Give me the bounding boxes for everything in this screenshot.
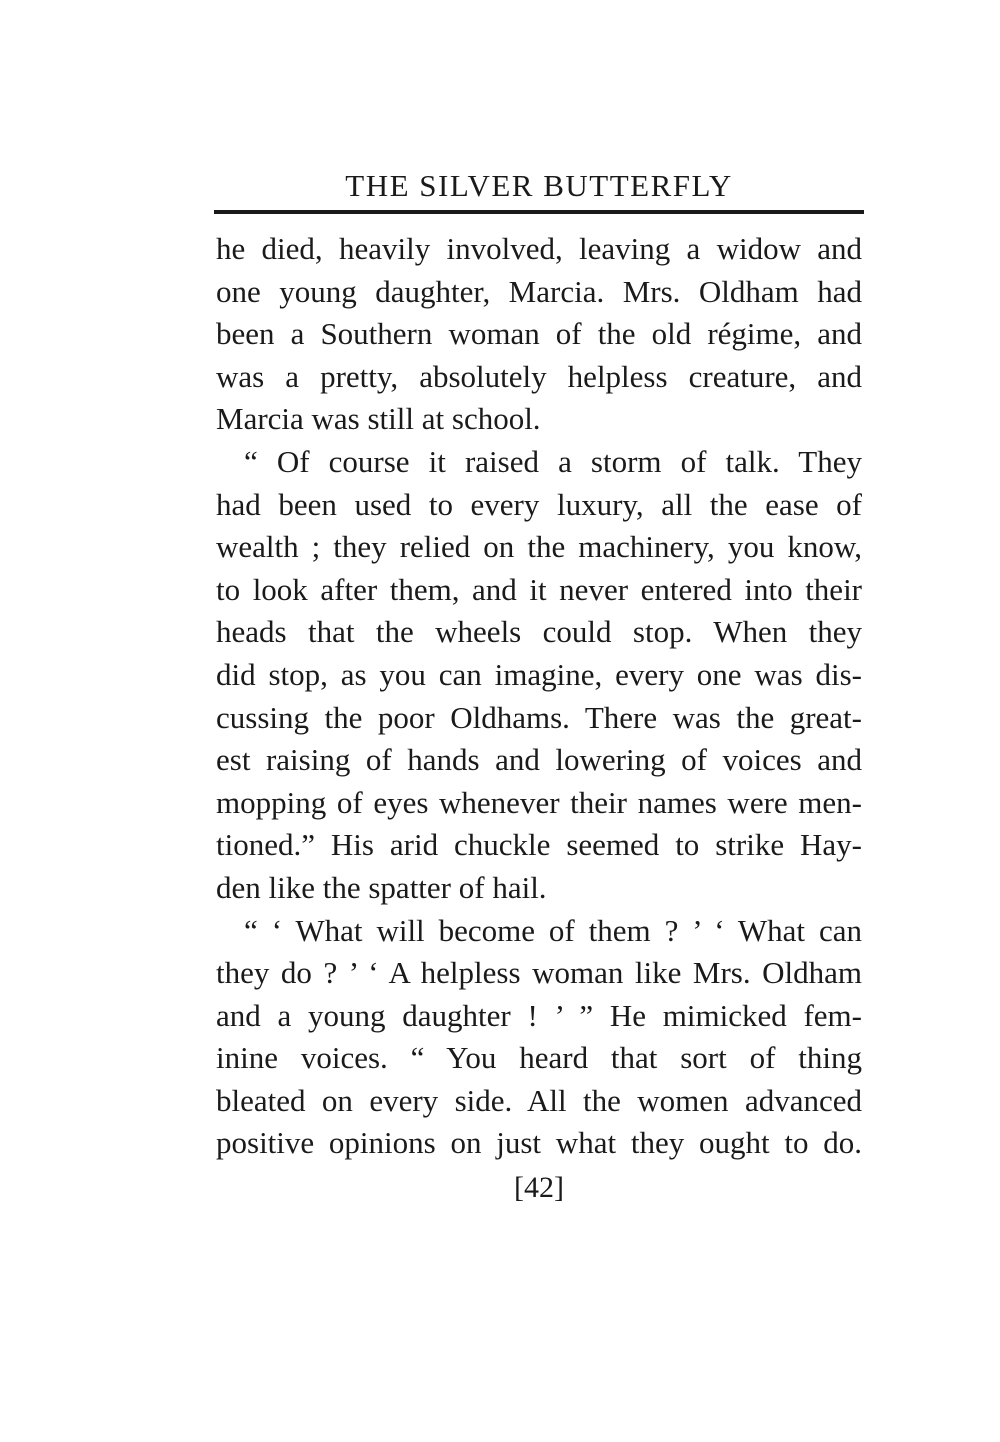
text-line: did stop, as you can imagine, every one was dis- [216,656,862,692]
text-line: tioned.” His arid chuckle seemed to strike Hay- [216,827,862,863]
body-text [216,228,862,1165]
running-head: THE SILVER BUTTERFLY [345,168,733,203]
text-line: positive opinions on just what they ought to do. [216,1125,862,1161]
text-line: mopping of eyes whenever their names were men- [216,784,862,820]
text-line: wealth ; they relied on the machinery, you know, [216,529,862,565]
text-line: bleated on every side. All the women advanced [216,1082,862,1118]
text-line: to look after them, and it never entered into their [216,571,862,607]
text-line: heads that the wheels could stop. When they [216,614,862,650]
text-line: est raising of hands and lowering of voices and [216,742,862,778]
text-line: cussing the poor Oldhams. There was the great- [216,699,862,735]
text-line: Marcia was still at school. [216,401,541,437]
text-line: they do ? ’ ‘ A helpless woman like Mrs. Oldham [216,955,862,991]
text-line: “ ‘ What will become of them ? ’ ‘ What can [244,912,862,948]
text-line: one young daughter, Marcia. Mrs. Oldham had [216,273,862,309]
text-line: “ Of course it raised a storm of talk. They [244,443,862,479]
text-line: been a Southern woman of the old régime, and [216,316,862,352]
text-line: den like the spatter of hail. [216,869,547,905]
text-line: and a young daughter ! ’ ” He mimicked fem- [216,997,862,1033]
text-line: had been used to every luxury, all the ease of [216,486,862,522]
header-rule [214,210,864,214]
text-line: he died, heavily involved, leaving a widow and [216,231,862,266]
text-line: was a pretty, absolutely helpless creature, and [216,358,862,394]
page-number: [42] [514,1171,564,1204]
text-line: inine voices. “ You heard that sort of thing [216,1040,862,1076]
